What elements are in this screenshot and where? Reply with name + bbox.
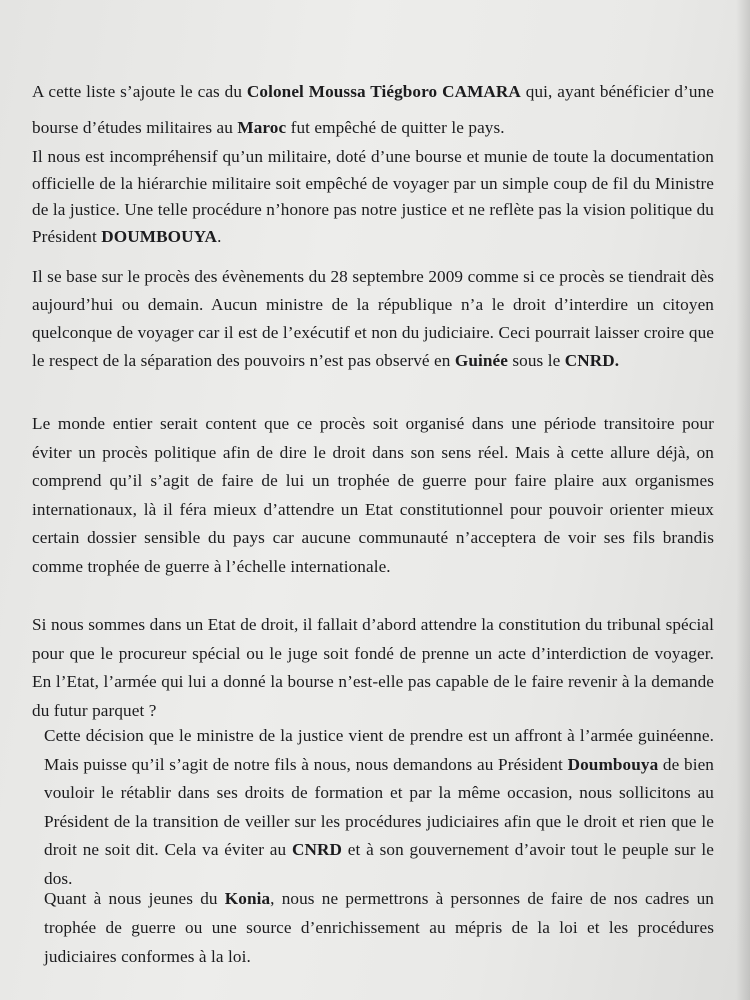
text-segment: sous le <box>507 351 565 370</box>
bold-text-segment: Doumbouya <box>567 754 659 774</box>
paragraph-etat-de-droit <box>32 611 714 725</box>
text-segment: Le monde entier serait content que ce procès soit organisé dans une période transitoire pour éviter un procès politique afin de dire le droit dans son sens réel. Mais à cette allure déjà, on comprend qu’il s’agit de faire de lui un trophée de guerre pour faire plaire aux organismes internationaux, là il féra mieux d’attendre un Etat constitutionnel pour pouvoir orienter mieux certain dossier sensible du pays car aucune communauté n’acceptera de voir ses fils brandis comme trophée de guerre à l’échelle internationale. <box>32 414 714 576</box>
bold-text-segment: Colonel Moussa Tiégboro CAMARA <box>246 82 521 101</box>
text-segment: Il se base sur le procès des évènements du 28 septembre 2009 comme si ce procès se tiendrait dès aujourd’hui ou demain. Aucun ministre de la république n’a le droit d’interdire un citoyen quelconque de voyager car il est de l’exécutif et non du judiciaire. Ceci pourrait laisser croire que le respect de la séparation des pouvoirs n’est pas observé en <box>32 267 714 370</box>
bold-text-segment: CNRD <box>291 840 343 859</box>
text-segment: Si nous sommes dans un Etat de droit, il fallait d’abord attendre la constitution du tribunal spécial pour que le procureur spécial ou le juge soit fondé de prenne un acte d’interdiction de voyager. En l’Etat, l’armée qui lui a donné la bourse n’est-elle pas capable de le faire revenir à la demande du futur parquet ? <box>32 615 714 720</box>
paragraph-monde-entier <box>32 410 714 581</box>
paragraph-camara-case <box>32 74 714 146</box>
bold-text-segment: Guinée <box>454 351 508 370</box>
text-segment: fut empêché de quitter le pays. <box>286 118 505 137</box>
bold-text-segment: Maroc <box>237 118 287 137</box>
text-segment: qui, ayant bénéficier d’une bourse d’études militaires au <box>32 82 714 137</box>
text-segment: Cette décision que le ministre de la justice vient de prendre est un affront à l’armée guinéenne. Mais puisse qu’il s’agit de notre fils à nous, nous demandons au Président <box>44 726 714 774</box>
text-segment: . <box>217 226 222 246</box>
text-segment: et à son gouvernement d’avoir tout le peuple sur le dos. <box>44 840 714 888</box>
paragraph-proces-28-septembre <box>32 263 714 375</box>
paragraph-decision-ministre <box>44 722 714 893</box>
bold-text-segment: DOUMBOUYA <box>101 226 218 246</box>
text-segment: , nous ne permettrons à personnes de faire de nos cadres un trophée de guerre ou une source d’enrichissement au mépris de la loi et les procédures judiciaires conformes à la loi. <box>44 889 714 966</box>
text-segment: Quant à nous jeunes du <box>44 889 225 908</box>
bold-text-segment: Konia <box>224 889 271 908</box>
paragraph-jeunes-konia <box>44 884 714 971</box>
bold-text-segment: CNRD. <box>564 351 620 370</box>
text-segment: A cette liste s’ajoute le cas du <box>32 82 247 101</box>
page-fold-shadow <box>736 0 750 1000</box>
paragraph-incomprehensible <box>32 144 714 250</box>
text-segment: de bien vouloir le rétablir dans ses droits de formation et par la même occasion, nous sollicitons au Président de la transition de veiller sur les procédures judiciaires afin que le droit et rien que le droit ne soit dit. Cela va éviter au <box>44 754 714 859</box>
text-segment: Il nous est incompréhensif qu’un militaire, doté d’une bourse et munie de toute la documentation officielle de la hiérarchie militaire soit empêché de voyager par un simple coup de fil du Ministre de la justice. Une telle procédure n’honore pas notre justice et ne reflète pas la vision politique du Président <box>32 147 714 246</box>
